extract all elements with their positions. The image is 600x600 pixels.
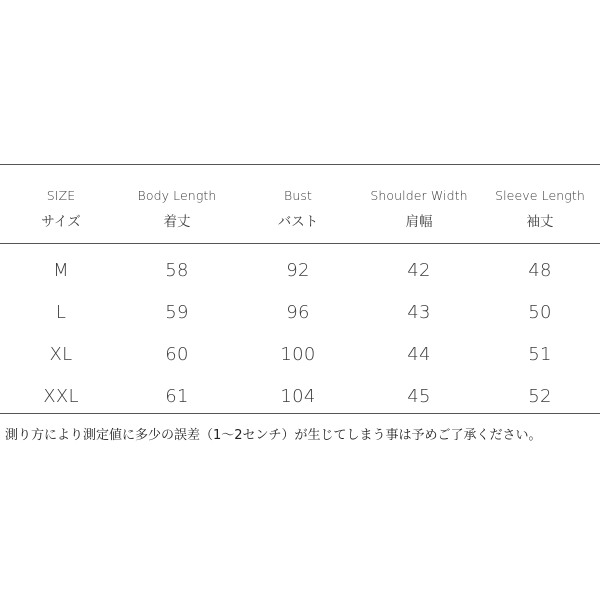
cell-bust: 100 [280, 344, 316, 365]
cell-shoulder-width: 43 [407, 302, 431, 323]
header-size-en: SIZE [46, 188, 76, 203]
cell-body-length: 61 [165, 386, 189, 407]
measurement-disclaimer: 測り方により測定値に多少の誤差（1〜2センチ）が生じてしまう事は予めご了承ください。 [5, 428, 542, 443]
cell-bust: 92 [286, 260, 310, 281]
header-shoulder-width-en: Shoulder Width [370, 188, 468, 203]
cell-sleeve-length: 50 [528, 302, 552, 323]
cell-sleeve-length: 51 [528, 344, 552, 365]
header-shoulder-width-ja: 肩幅 [405, 214, 433, 230]
cell-bust: 96 [286, 302, 310, 323]
cell-shoulder-width: 42 [407, 260, 431, 281]
table-top-rule [0, 164, 600, 165]
cell-size: L [55, 302, 67, 323]
cell-body-length: 58 [165, 260, 189, 281]
header-sleeve-length-ja: 袖丈 [526, 214, 554, 230]
header-sleeve-length-en: Sleeve Length [495, 188, 585, 203]
cell-body-length: 59 [165, 302, 189, 323]
cell-size: XL [49, 344, 73, 365]
header-body-length-en: Body Length [137, 188, 217, 203]
cell-bust: 104 [280, 386, 316, 407]
cell-sleeve-length: 48 [528, 260, 552, 281]
header-bust-ja: バスト [277, 214, 319, 230]
cell-size: M [53, 260, 69, 281]
cell-size: XXL [43, 386, 79, 407]
header-body-length-ja: 着丈 [163, 214, 191, 230]
table-header-rule [0, 243, 600, 244]
header-size-ja: サイズ [41, 214, 81, 230]
cell-shoulder-width: 45 [407, 386, 431, 407]
cell-shoulder-width: 44 [407, 344, 431, 365]
size-chart-table [0, 164, 600, 414]
header-bust-en: Bust [284, 188, 312, 203]
cell-sleeve-length: 52 [528, 386, 552, 407]
table-bottom-rule [0, 413, 600, 414]
cell-body-length: 60 [165, 344, 189, 365]
